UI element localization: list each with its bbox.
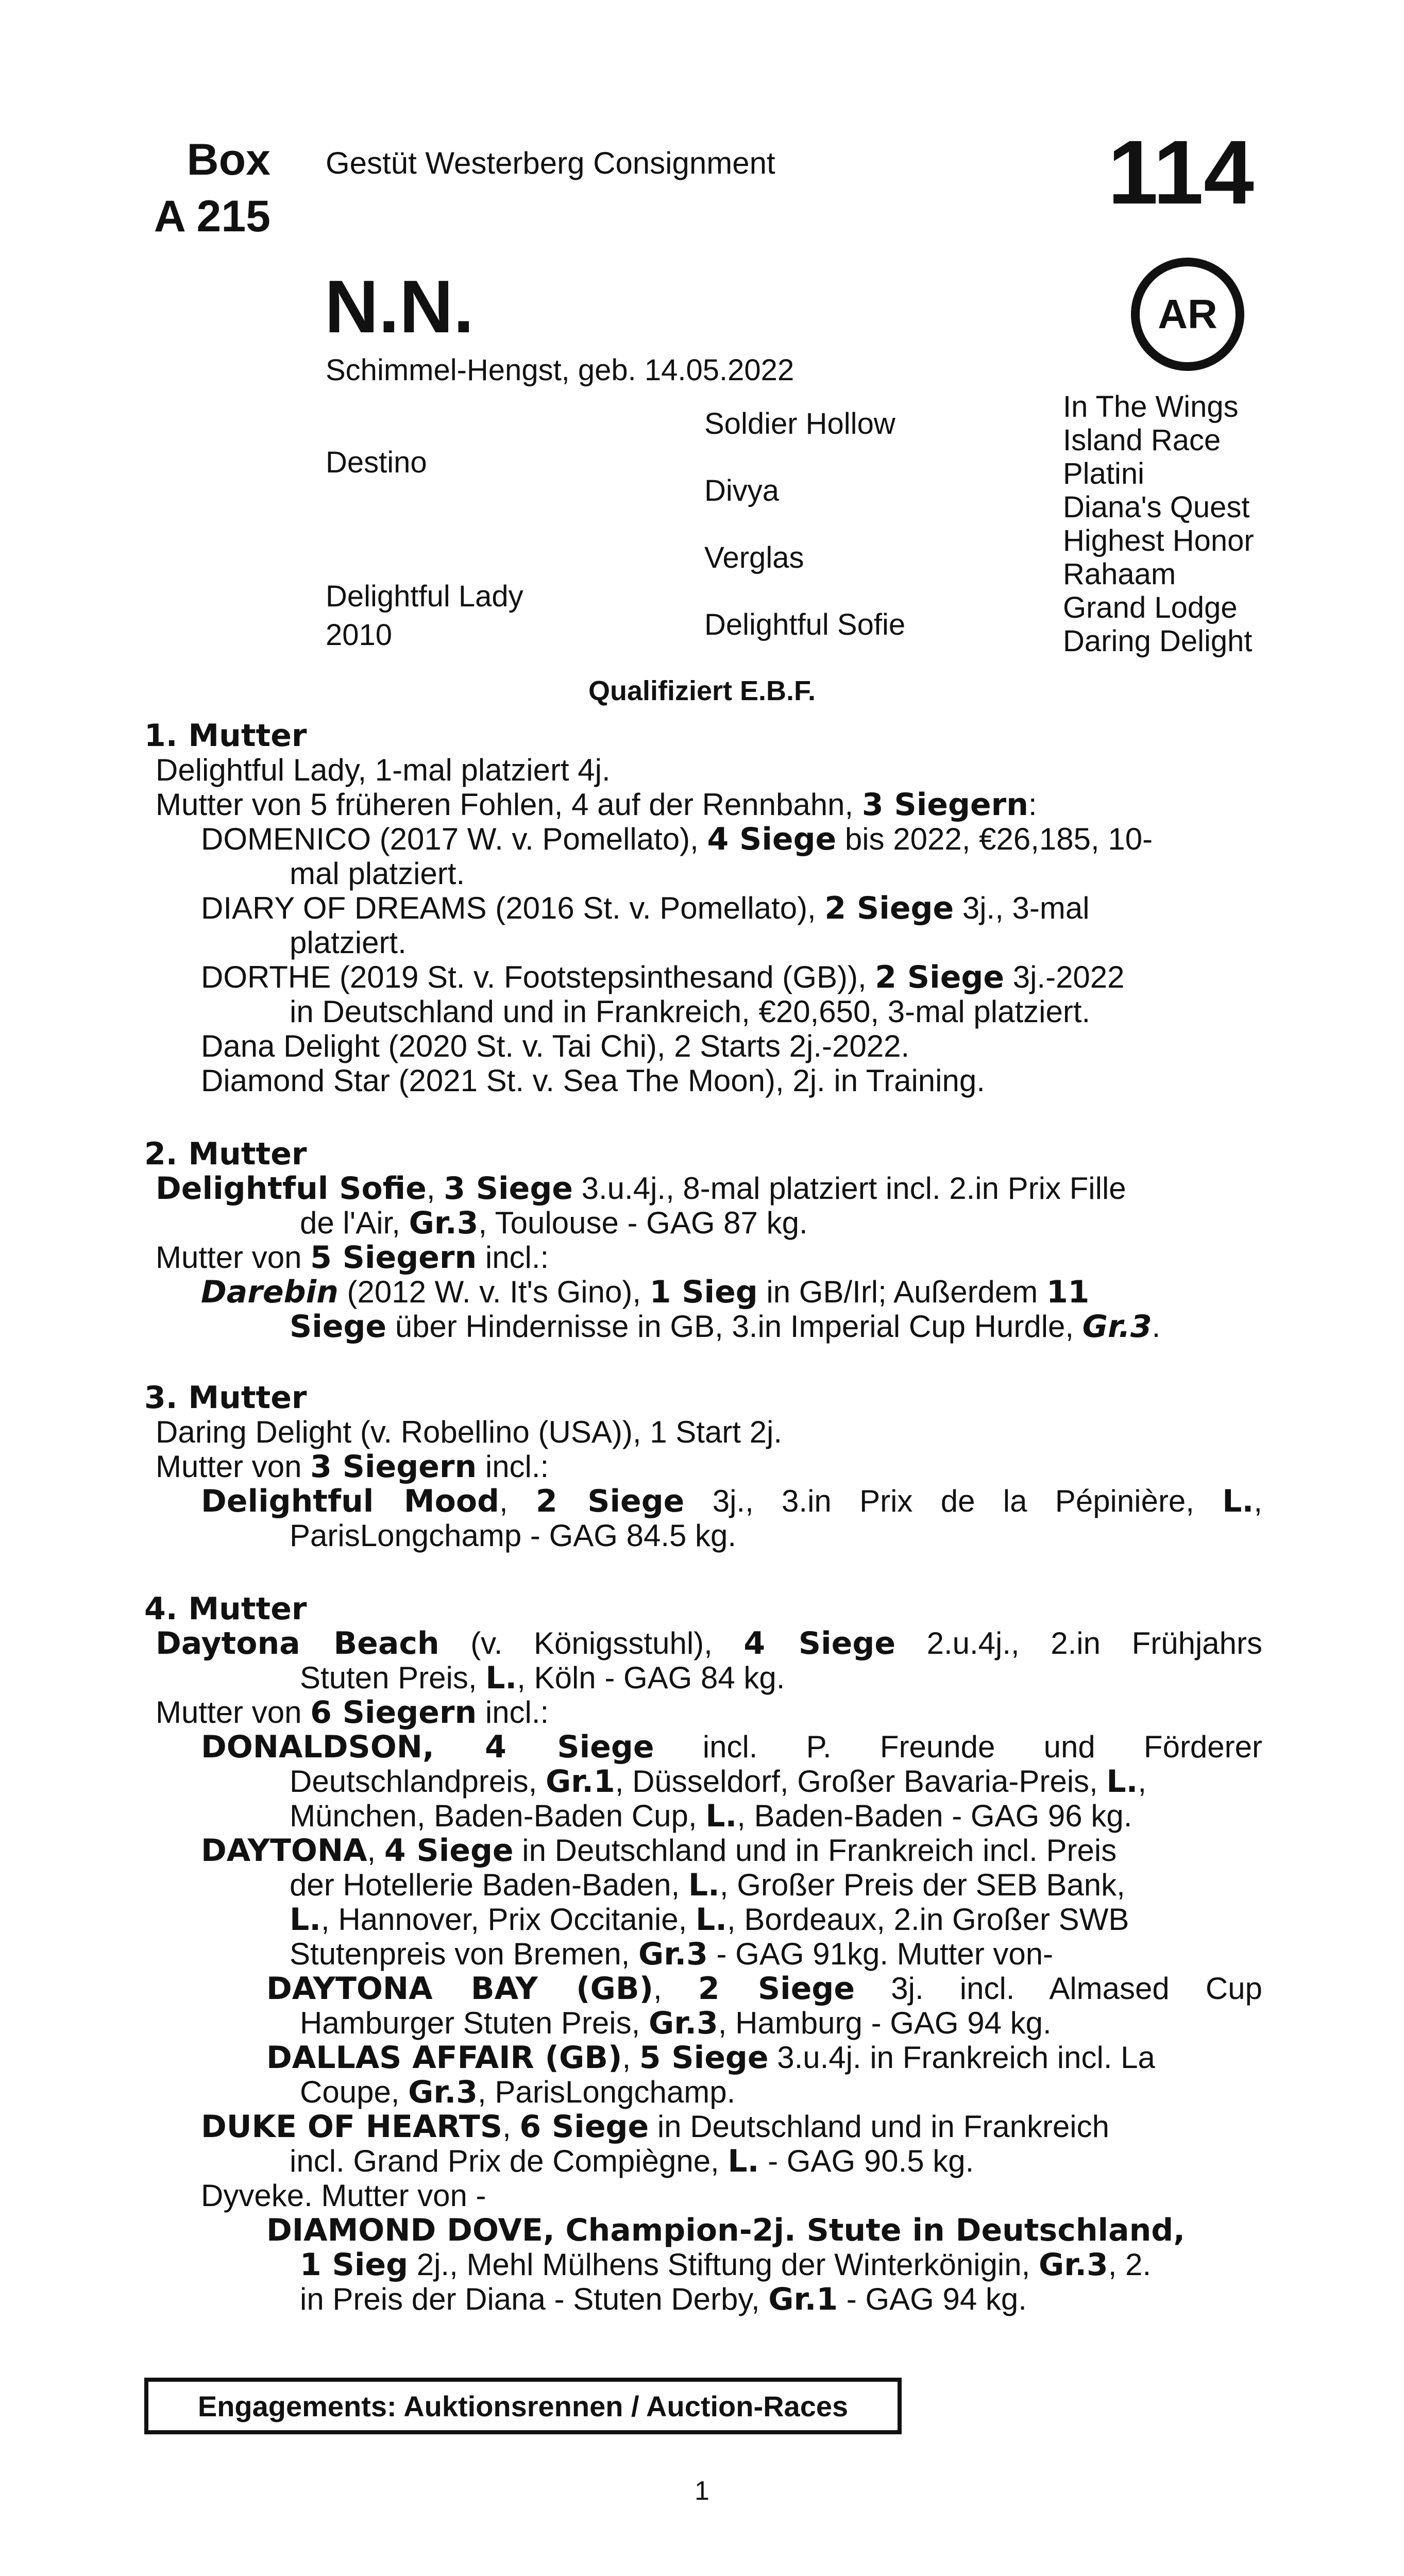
body-line: Mutter von 3 Siegern incl.: xyxy=(156,1449,549,1485)
body-line: mal platziert. xyxy=(290,856,465,891)
body-line: Daytona Beach (v. Königsstuhl), 4 Siege 2.u.4j., 2.in Frühjahrs xyxy=(156,1625,1262,1662)
pedigree-grandparent: Divya xyxy=(704,474,780,507)
pedigree-great-grandparent: Platini xyxy=(1063,457,1144,490)
box-line-2: A 215 xyxy=(154,192,270,241)
page-number: 1 xyxy=(695,2476,709,2506)
ar-badge xyxy=(1131,258,1244,371)
body-line: DALLAS AFFAIR (GB), 5 Siege 3.u.4j. in Frankreich incl. La xyxy=(266,2040,1155,2076)
horse-description: Schimmel-Hengst, geb. 14.05.2022 xyxy=(326,353,794,387)
body-line: Stutenpreis von Bremen, Gr.3 - GAG 91kg. Mutter von- xyxy=(290,1936,1054,1972)
body-line: DAYTONA, 4 Siege in Deutschland und in Frankreich incl. Preis xyxy=(201,1833,1117,1869)
horse-name: N.N. xyxy=(325,265,474,348)
body-line: 1 Sieg 2j., Mehl Mülhens Stiftung der Winterkönigin, Gr.3, 2. xyxy=(300,2247,1152,2283)
pedigree-grandparent: Delightful Sofie xyxy=(704,608,906,641)
pedigree-great-grandparent: Island Race xyxy=(1063,423,1221,457)
section-heading-1: 1. Mutter xyxy=(144,718,307,754)
engagements-text: Engagements: Auktionsrennen / Auction-Races xyxy=(197,2389,849,2422)
body-line: ParisLongchamp - GAG 84.5 kg. xyxy=(290,1518,737,1553)
body-line: Delightful Sofie, 3 Siege 3.u.4j., 8-mal platziert incl. 2.in Prix Fille xyxy=(156,1171,1126,1207)
section-heading-2: 2. Mutter xyxy=(144,1136,307,1172)
lot-number: 114 xyxy=(1108,122,1254,223)
body-line: L., Hannover, Prix Occitanie, L., Bordeaux, 2.in Großer SWB xyxy=(290,1902,1129,1938)
pedigree-great-grandparents xyxy=(1063,390,1254,658)
body-line: der Hotellerie Baden-Baden, L., Großer Preis der SEB Bank, xyxy=(290,1867,1125,1903)
engagements-box xyxy=(144,2378,902,2434)
body-line: platziert. xyxy=(290,925,407,960)
box-line-1: Box xyxy=(187,135,270,184)
body-line: DIAMOND DOVE, Champion-2j. Stute in Deutschland, xyxy=(266,2212,1186,2248)
pedigree-grandparent: Verglas xyxy=(704,541,804,574)
body-line: Coupe, Gr.3, ParisLongchamp. xyxy=(300,2074,736,2110)
body-line: Darebin (2012 W. v. It's Gino), 1 Sieg in GB/Irl; Außerdem 11 xyxy=(201,1274,1090,1310)
pedigree-great-grandparent: Diana's Quest xyxy=(1063,490,1250,524)
body-line: Daring Delight (v. Robellino (USA)), 1 Start 2j. xyxy=(156,1415,782,1449)
body-line: DOMENICO (2017 W. v. Pomellato), 4 Siege bis 2022, €26,185, 10- xyxy=(201,821,1153,857)
body-line: Delightful Mood, 2 Siege 3j., 3.in Prix de la Pépinière, L., xyxy=(201,1483,1262,1519)
body-line: de l'Air, Gr.3, Toulouse - GAG 87 kg. xyxy=(300,1205,808,1241)
pedigree-great-grandparent: Rahaam xyxy=(1063,557,1176,591)
section-heading-4: 4. Mutter xyxy=(144,1591,307,1627)
section-heading-3: 3. Mutter xyxy=(144,1380,307,1416)
pedigree-great-grandparent: Daring Delight xyxy=(1063,624,1253,658)
qualification-note: Qualifiziert E.B.F. xyxy=(588,675,816,706)
body-line: DONALDSON, 4 Siege incl. P. Freunde und Förderer xyxy=(201,1729,1262,1765)
pedigree-grandparent: Soldier Hollow xyxy=(704,407,895,440)
consignor: Gestüt Westerberg Consignment xyxy=(326,146,775,180)
body-line: München, Baden-Baden Cup, L., Baden-Baden - GAG 96 kg. xyxy=(290,1798,1132,1834)
body-line: Delightful Lady, 1-mal platziert 4j. xyxy=(156,753,611,787)
body-line: Mutter von 5 Siegern incl.: xyxy=(156,1240,549,1276)
pedigree-great-grandparent: Grand Lodge xyxy=(1063,591,1238,624)
body-line: DORTHE (2019 St. v. Footstepsinthesand (GB)), 2 Siege 3j.-2022 xyxy=(201,959,1125,995)
body-line: in Preis der Diana - Stuten Derby, Gr.1 - GAG 94 kg. xyxy=(300,2281,1027,2317)
body-line: Stuten Preis, L., Köln - GAG 84 kg. xyxy=(300,1660,785,1696)
box-label xyxy=(129,131,270,245)
body-line: Mutter von 5 früheren Fohlen, 4 auf der Rennbahn, 3 Siegern: xyxy=(156,787,1037,823)
body-line: Deutschlandpreis, Gr.1, Düsseldorf, Großer Bavaria-Preis, L., xyxy=(290,1764,1147,1800)
pedigree-great-grandparent: In The Wings xyxy=(1063,390,1239,423)
body-line: in Deutschland und in Frankreich, €20,650, 3-mal platziert. xyxy=(290,994,1091,1029)
body-line: Siege über Hindernisse in GB, 3.in Imperial Cup Hurdle, Gr.3. xyxy=(290,1309,1161,1345)
pedigree-great-grandparent: Highest Honor xyxy=(1063,524,1254,557)
body-line: DAYTONA BAY (GB), 2 Siege 3j. incl. Almased Cup xyxy=(266,1971,1262,2007)
body-line: Dyveke. Mutter von - xyxy=(201,2178,486,2213)
body-line: DIARY OF DREAMS (2016 St. v. Pomellato), 2 Siege 3j., 3-mal xyxy=(201,890,1090,926)
pedigree-sire: Destino xyxy=(326,446,427,479)
body-line: Diamond Star (2021 St. v. Sea The Moon), 2j. in Training. xyxy=(201,1063,985,1098)
body-line: Mutter von 6 Siegern incl.: xyxy=(156,1694,549,1731)
body-line: incl. Grand Prix de Compiègne, L. - GAG 90.5 kg. xyxy=(290,2143,974,2179)
body-line: Dana Delight (2020 St. v. Tai Chi), 2 Starts 2j.-2022. xyxy=(201,1029,910,1063)
pedigree-dam: Delightful Lady xyxy=(326,580,523,613)
ar-badge-label: AR xyxy=(1158,291,1217,337)
body-line: DUKE OF HEARTS, 6 Siege in Deutschland und in Frankreich xyxy=(201,2109,1109,2145)
body-line: Hamburger Stuten Preis, Gr.3, Hamburg - GAG 94 kg. xyxy=(300,2005,1052,2041)
pedigree-dam-year: 2010 xyxy=(326,618,393,652)
